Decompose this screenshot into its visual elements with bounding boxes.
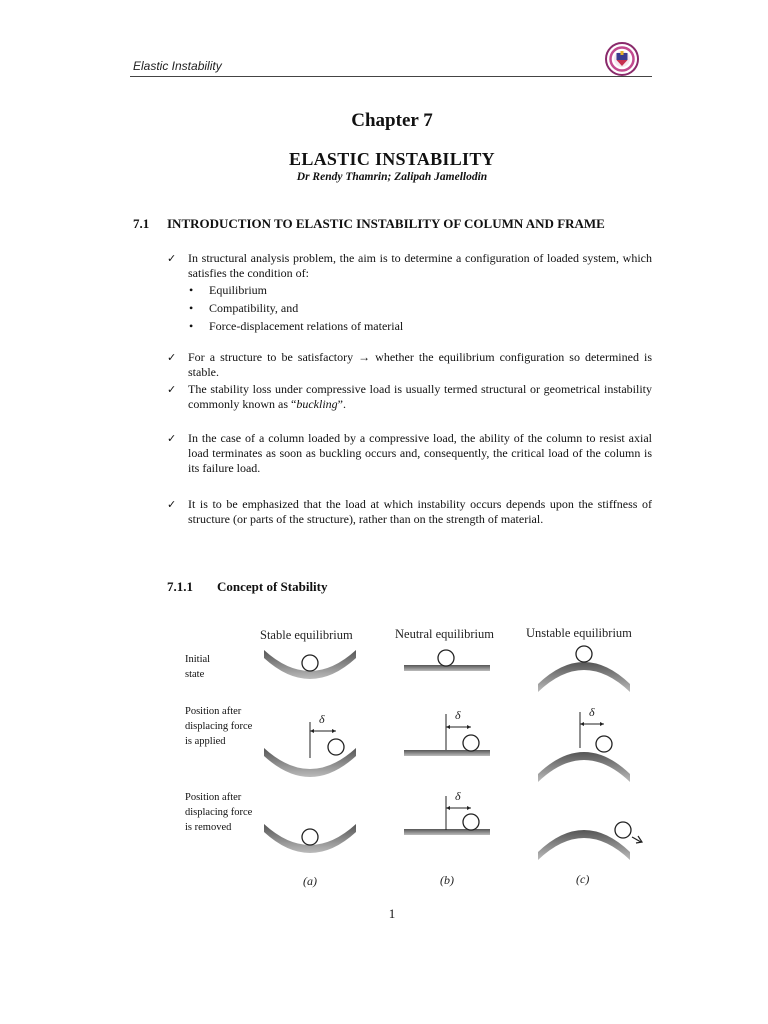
column-title-unstable: Unstable equilibrium [526, 626, 632, 640]
ball [463, 814, 479, 830]
ball [328, 739, 344, 755]
column-title-neutral: Neutral equilibrium [395, 627, 494, 641]
flat-surface [404, 750, 490, 756]
section-title: INTRODUCTION TO ELASTIC INSTABILITY OF COLUMN AND FRAME [167, 216, 605, 231]
header-rule [130, 76, 652, 77]
delta-label: δ [589, 705, 595, 719]
ball [615, 822, 631, 838]
list-item [188, 281, 652, 299]
bullet-text: In structural analysis problem, the aim is to determine a configuration of loaded system, which satisfies the condition of: [188, 251, 652, 280]
figure-letter-a: (a) [303, 874, 317, 888]
bullet-structural-analysis [167, 251, 652, 335]
figure-letter-b: (b) [440, 873, 454, 887]
delta-label: δ [455, 708, 461, 722]
page-title: ELASTIC INSTABILITY [289, 149, 495, 169]
buckling-term: buckling [296, 397, 338, 411]
row-label-initial: Initial state [185, 654, 211, 680]
bullet-dot: • [189, 319, 194, 333]
checkmark-icon: ✓ [167, 383, 177, 396]
authors-line: Dr Rendy Thamrin; Zalipah Jamellodin [296, 171, 488, 183]
ball [576, 646, 592, 662]
condition-label: Force-displacement relations of material [209, 319, 404, 333]
condition-label: Compatibility, and [209, 301, 299, 315]
chapter-heading: Chapter 7 [351, 110, 433, 131]
bullet-stiffness [167, 497, 652, 527]
convex-surface [538, 752, 630, 782]
bullet-satisfactory [167, 350, 652, 380]
bullet-text: For a structure to be satisfactory → whether the equilibrium configuration so determined is stable. [188, 350, 652, 379]
ball [302, 829, 318, 845]
rolling-arrow-icon [632, 836, 642, 843]
row-label-applied: Position after displacing force is applied [185, 706, 253, 747]
bullet-text-part: The stability loss under compressive load is usually termed structural or geometrical instability commonly known as “ [188, 382, 652, 411]
university-logo [604, 41, 640, 77]
ball [463, 735, 479, 751]
delta-label: δ [455, 789, 461, 803]
subsection-title: Concept of Stability [217, 579, 328, 594]
bullet-text [188, 382, 652, 412]
list-item [188, 317, 652, 335]
subsection-number: 7.1.1 [167, 579, 193, 594]
checkmark-icon: ✓ [167, 351, 177, 364]
ball [438, 650, 454, 666]
row-label-removed: Position after displacing force is removed [185, 792, 253, 833]
checkmark-icon: ✓ [167, 252, 177, 265]
bullet-column-load [167, 431, 652, 476]
delta-label: δ [319, 712, 325, 726]
checkmark-icon: ✓ [167, 498, 177, 511]
convex-surface [538, 662, 630, 692]
flat-surface [404, 829, 490, 835]
bullet-dot: • [189, 283, 194, 297]
section-number: 7.1 [133, 216, 150, 231]
bullet-stability-loss [167, 382, 652, 412]
conditions-list [188, 281, 652, 335]
ball [302, 655, 318, 671]
page-number: 1 [388, 906, 396, 921]
bullet-text: It is to be emphasized that the load at which instability occurs depends upon the stiffness of structure (or parts of the structure), rather than on the strength of material. [188, 497, 652, 526]
list-item [188, 299, 652, 317]
bullet-text: In the case of a column loaded by a compressive load, the ability of the column to resist axial load terminates as soon as buckling occurs and, consequently, the critical load of the column is its failure load. [188, 431, 652, 475]
stability-figure [180, 592, 664, 910]
bullet-dot: • [189, 301, 194, 315]
column-title-stable: Stable equilibrium [260, 628, 353, 642]
ball [596, 736, 612, 752]
running-header: Elastic Instability [133, 59, 222, 73]
checkmark-icon: ✓ [167, 432, 177, 445]
condition-label: Equilibrium [209, 283, 267, 297]
bullet-text-part: ”. [337, 397, 346, 411]
section-heading [133, 216, 605, 232]
figure-letter-c: (c) [576, 872, 590, 886]
